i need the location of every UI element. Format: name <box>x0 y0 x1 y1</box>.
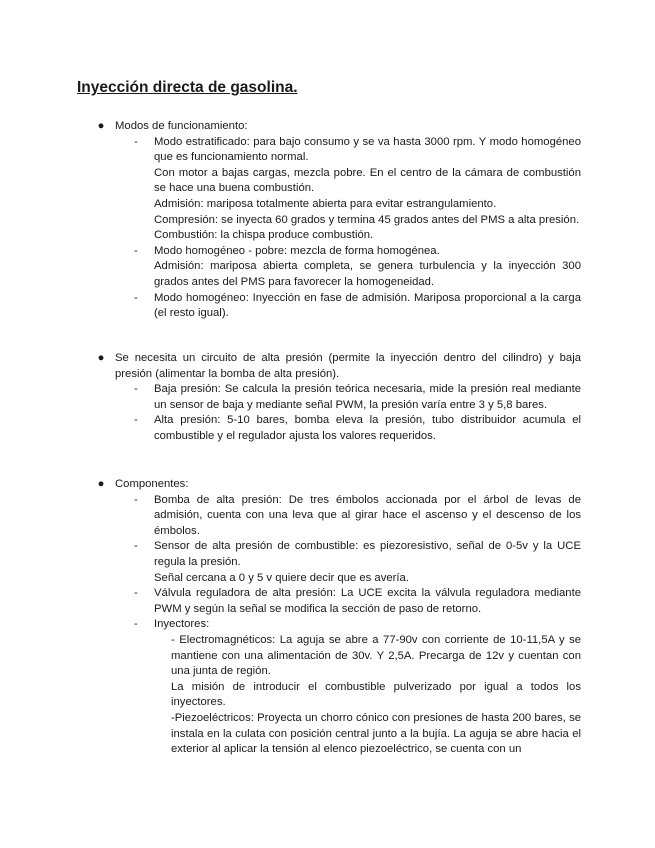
paragraph: Compresión: se inyecta 60 grados y termina 45 grados antes del PMS a alta presión. <box>154 213 580 226</box>
paragraph: La misión de introducir el combustible pulverizado por igual a todos los inyectores. <box>171 680 581 709</box>
section-heading: Se necesita un circuito de alta presión (permite la inyección dentro del cilindro) y baja presión (alimentar la bomba de alta presión). <box>115 352 581 380</box>
paragraph: Baja presión: Se calcula la presión teórica necesaria, mide la presión real mediante un sensor de baja y mediante señal PWM, la presión varía entre 3 y 5,8 bares. <box>154 383 581 411</box>
section-heading: Componentes: <box>115 478 189 490</box>
dash-icon: - <box>134 291 138 304</box>
dash-icon: - <box>134 493 138 506</box>
document-title: Inyección directa de gasolina. <box>77 79 298 96</box>
dash-icon: - <box>134 414 138 427</box>
bullet-icon: ● <box>97 352 105 364</box>
dash-icon: - <box>134 540 138 553</box>
bullet-icon: ● <box>97 120 105 132</box>
dash-icon: - <box>134 618 138 631</box>
bullet-item <box>95 477 581 493</box>
paragraph: Alta presión: 5-10 bares, bomba eleva la presión, tubo distribuidor acumula el combustible y el regulador ajusta los valores requeridos. <box>154 414 581 442</box>
paragraph: Modo homogéneo: Inyección en fase de admisión. Mariposa proporcional a la carga (el resto igual). <box>154 291 581 320</box>
injector-details <box>95 633 581 758</box>
bullet-item <box>95 119 581 135</box>
paragraph: Bomba de alta presión: De tres émbolos accionada por el árbol de levas de admisión, cuenta con una leva que al girar hace el ascenso y el descenso de los émbolos. <box>154 493 581 537</box>
sub-item <box>95 291 581 322</box>
section-circuito <box>95 351 581 445</box>
paragraph: Señal cercana a 0 y 5 v quiere decir que es avería. <box>154 571 409 584</box>
paragraph: - Electromagnéticos: La aguja se abre a 77-90v con corriente de 10-11,5A y se mantiene con una alimentación de 30v. Y 2,5A. Precarga de 12v y cuentan con una junta de región. <box>171 633 581 678</box>
dash-icon: - <box>134 587 138 600</box>
dash-icon: - <box>134 135 138 148</box>
sub-item <box>95 617 581 757</box>
paragraph: Admisión: mariposa abierta completa, se genera turbulencia y la inyección 300 grados antes del PMS para favorecer la homogeneidad. <box>154 260 581 288</box>
dash-icon: - <box>134 383 138 396</box>
section-componentes <box>95 477 581 758</box>
sub-item <box>95 539 581 586</box>
paragraph: Combustión: la chispa produce combustión. <box>154 229 374 242</box>
sub-item <box>95 586 581 617</box>
paragraph: Con motor a bajas cargas, mezcla pobre. En el centro de la cámara de combustión se hace una buena combustión. <box>154 166 581 195</box>
paragraph: Sensor de alta presión de combustible: es piezoresistivo, señal de 0-5v y la UCE regula la presión. <box>154 540 581 568</box>
bullet-item <box>95 351 581 382</box>
section-heading: Modos de funcionamiento: <box>115 120 248 132</box>
sub-item <box>95 135 581 244</box>
sub-item <box>95 413 581 444</box>
bullet-icon: ● <box>97 478 105 490</box>
paragraph: Modo homogéneo - pobre: mezcla de forma homogénea. <box>154 244 440 257</box>
paragraph: Válvula reguladora de alta presión: La UCE excita la válvula reguladora mediante PWM y según la señal se modifica la sección de paso de retorno. <box>154 587 581 615</box>
dash-icon: - <box>134 244 138 257</box>
section-modos <box>95 119 581 322</box>
paragraph: Admisión: mariposa totalmente abierta para evitar estrangulamiento. <box>154 197 497 210</box>
paragraph: Modo estratificado: para bajo consumo y se va hasta 3000 rpm. Y modo homogéneo que es funcionamiento normal. <box>154 135 581 164</box>
paragraph: -Piezoeléctricos: Proyecta un chorro cónico con presiones de hasta 200 bares, se instala en la culata con posición central junto a la bujía. La aguja se abre hacia el exterior al aplicar la tensión al elenco piezoeléctrico, se cuenta con un <box>171 711 581 756</box>
paragraph: Inyectores: <box>154 618 210 631</box>
sub-item <box>95 244 581 291</box>
sub-item <box>95 382 581 413</box>
sub-item <box>95 493 581 540</box>
